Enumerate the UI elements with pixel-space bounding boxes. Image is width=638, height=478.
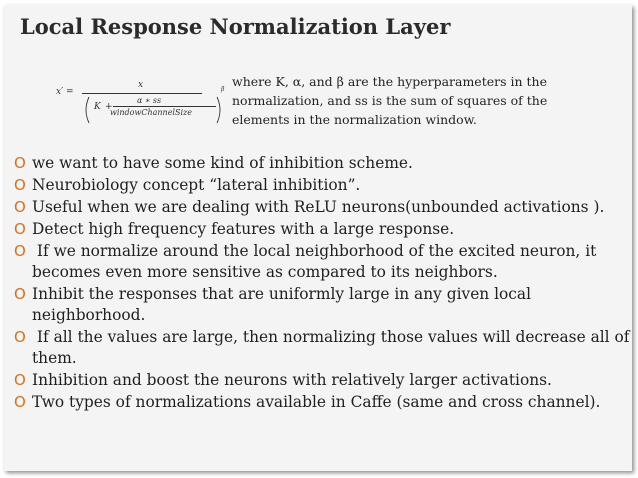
lrn-formula (56, 71, 226, 133)
bullet-item (14, 219, 636, 240)
formula-exponent: β (221, 86, 225, 93)
formula-caption: where K, α, and β are the hyperparameters in the normalization, and ss is the sum of squares of the elements in the normalization window. (232, 74, 548, 127)
bullet-text: we want to have some kind of inhibition scheme. (32, 154, 413, 172)
slide (4, 5, 635, 471)
bullet-item (14, 175, 636, 196)
bullet-item (14, 327, 636, 369)
bullet-text: If we normalize around the local neighborhood of the excited neuron, it becomes even more sensitive as compared to its neighbors. (32, 242, 602, 281)
bullet-item (14, 392, 636, 413)
formula-numerator: x (138, 80, 144, 90)
bullet-marker-icon: O (14, 371, 26, 389)
bullet-marker-icon: O (14, 154, 26, 172)
bullet-marker-icon: O (14, 285, 26, 303)
formula-lhs: x′ = (56, 87, 74, 97)
bullet-text: Neurobiology concept “lateral inhibition”. (32, 176, 361, 194)
bullet-list (14, 153, 636, 414)
bullet-marker-icon: O (14, 328, 26, 346)
bullet-item (14, 370, 636, 391)
bullet-marker-icon: O (14, 176, 26, 194)
bullet-text: If all the values are large, then normalizing those values will decrease all of them. (32, 328, 635, 367)
bullet-item (14, 197, 636, 218)
bullet-text: Useful when we are dealing with ReLU neurons(unbounded activations ). (32, 198, 605, 216)
bullet-item (14, 284, 636, 326)
bullet-marker-icon: O (14, 242, 26, 260)
formula-plus: + (105, 102, 113, 112)
bullet-text: Two types of normalizations available in Caffe (same and cross channel). (32, 393, 601, 411)
bullet-item (14, 241, 636, 283)
bullet-text: Inhibit the responses that are uniformly large in any given local neighborhood. (32, 285, 536, 324)
formula-inner-numerator: α ∗ ss (137, 96, 162, 105)
bullet-marker-icon: O (14, 220, 26, 238)
slide-title: Local Response Normalization Layer (20, 14, 451, 39)
formula-inner-denominator: windowChannelSize (110, 108, 192, 117)
formula-inner-fraction-bar (113, 106, 216, 107)
formula-fraction-bar (82, 93, 202, 94)
bullet-text: Inhibition and boost the neurons with relatively larger activations. (32, 371, 552, 389)
bullet-text: Detect high frequency features with a large response. (32, 220, 455, 238)
bullet-item (14, 153, 636, 174)
bullet-marker-icon: O (14, 198, 26, 216)
bullet-marker-icon: O (14, 393, 26, 411)
formula-k: K (94, 102, 101, 112)
